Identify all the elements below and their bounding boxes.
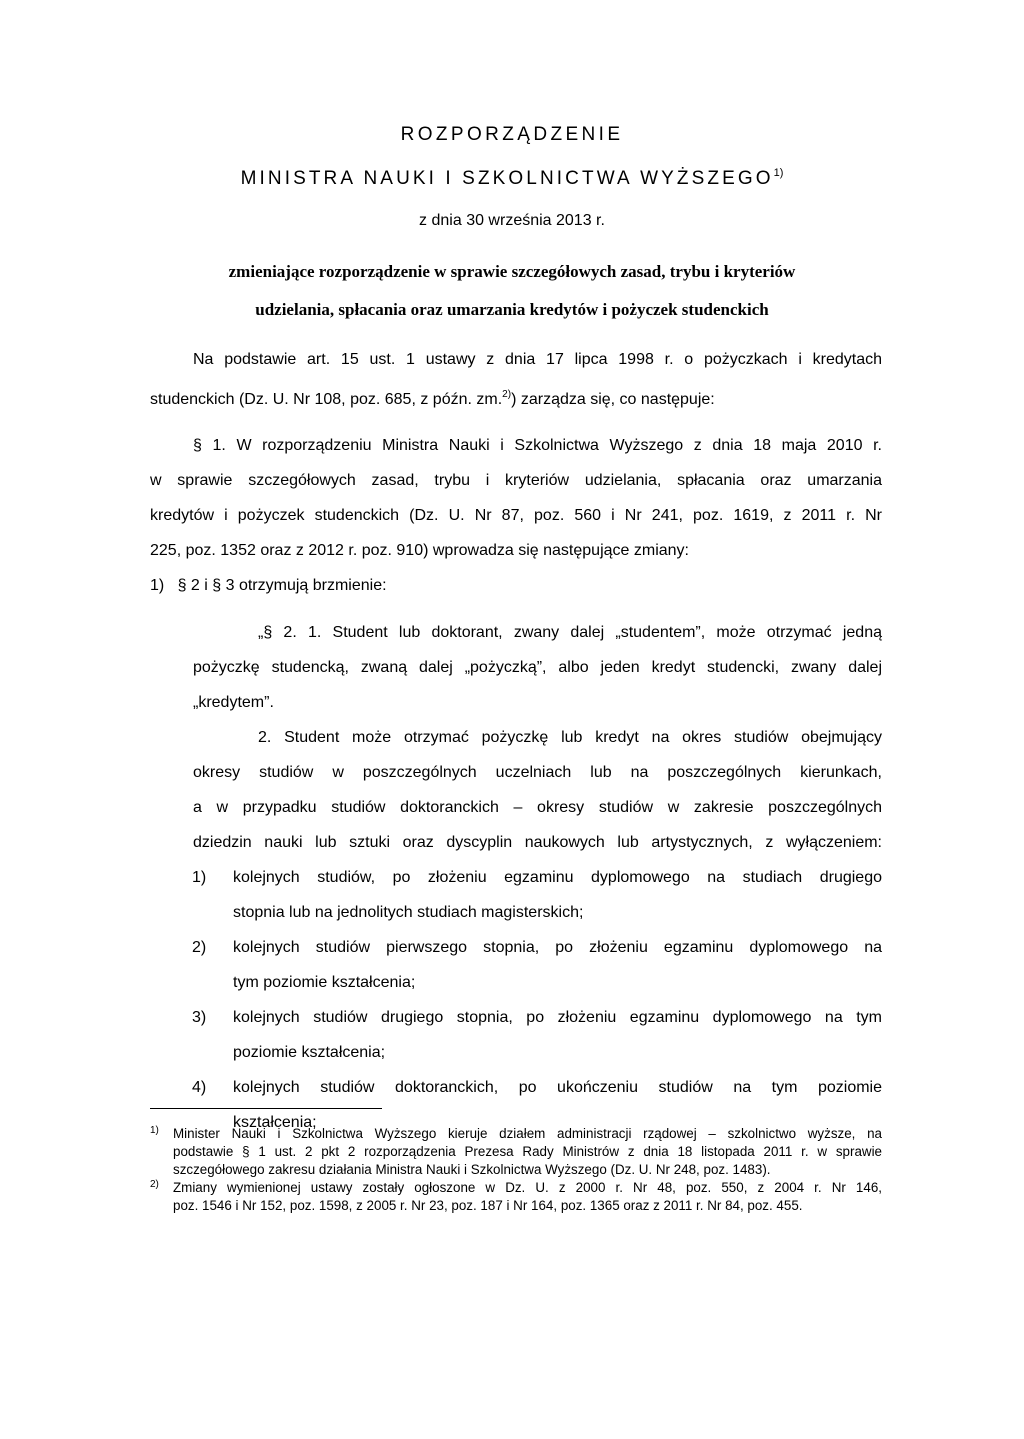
footnote-divider [150,1108,382,1109]
item-number: 3) [192,1009,207,1026]
document-title: ROZPORZĄDZENIE [400,124,624,145]
footnote-line: szczegółowego zakresu działania Ministra Nauki i Szkolnictwa Wyższego (Dz. U. Nr 248, poz. 1483). [173,1162,771,1177]
paragraph-line: a w przypadku studiów doktoranckich – okresy studiów w zakresie poszczególnych [193,799,882,816]
item-text: kolejnych studiów, po złożeniu egzaminu dyplomowego na studiach drugiego [233,869,882,886]
footnote-mark: 1) [150,1125,159,1136]
item-text: kształcenia; [233,1114,317,1131]
paragraph-line: „kredytem”. [193,694,274,711]
footnote [150,1125,882,1179]
item-number: 1) [192,869,207,886]
item-text: kolejnych studiów pierwszego stopnia, po złożeniu egzaminu dyplomowego na [233,939,882,956]
amendment-point: 1) § 2 i § 3 otrzymują brzmienie: [150,577,387,594]
exclusion-item [150,860,882,930]
section-line: w sprawie szczegółowych zasad, trybu i kryteriów udzielania, spłacania oraz umarzania [150,472,882,489]
preamble-text: studenckich (Dz. U. Nr 108, poz. 685, z późn. zm. [150,391,503,408]
document-body [150,342,882,1140]
issuing-authority-text: MINISTRA NAUKI I SZKOLNICTWA WYŻSZEGO [240,168,774,189]
item-number: 2) [192,939,207,956]
footnote-ref-1: 1) [773,167,784,179]
footnote-ref-2: 2) [502,389,512,400]
item-text: tym poziomie kształcenia; [233,974,416,991]
item-text: poziomie kształcenia; [233,1044,386,1061]
item-text: kolejnych studiów doktoranckich, po ukończeniu studiów na tym poziomie [233,1079,882,1096]
paragraph-line: dziedzin nauki lub sztuki oraz dyscyplin naukowych lub artystycznych, z wyłączeniem: [193,834,882,851]
section-line: 225, poz. 1352 oraz z 2012 r. poz. 910) wprowadza się następujące zmiany: [150,542,689,559]
subtitle-line: udzielania, spłacania oraz umarzania kredytów i pożyczek studenckich [255,300,769,319]
item-text: stopnia lub na jednolitych studiach magisterskich; [233,904,584,921]
section-line: § 1. W rozporządzeniu Ministra Nauki i Szkolnictwa Wyższego z dnia 18 maja 2010 r. [193,437,882,454]
paragraph-line: okresy studiów w poszczególnych uczelniach lub na poszczególnych kierunkach, [193,764,882,781]
paragraph-line: „§ 2. 1. Student lub doktorant, zwany dalej „studentem”, może otrzymać jedną [258,624,882,641]
footnote [150,1179,882,1215]
preamble-line: Na podstawie art. 15 ust. 1 ustawy z dnia 17 lipca 1998 r. o pożyczkach i kredytach [193,351,882,368]
preamble-text: ) zarządza się, co następuje: [511,391,715,408]
paragraph-line: 2. Student może otrzymać pożyczkę lub kredyt na okres studiów obejmujący [258,729,882,746]
issuing-authority [0,167,1024,190]
exclusion-item [150,1000,882,1070]
footnote-line: Zmiany wymienionej ustawy zostały ogłoszone w Dz. U. z 2000 r. Nr 48, poz. 550, z 2004 r. Nr 146, [173,1180,882,1195]
section-line: kredytów i pożyczek studenckich (Dz. U. Nr 87, poz. 560 i Nr 241, poz. 1619, z 2011 r. Nr [150,507,882,524]
paragraph-line: pożyczkę studencką, zwaną dalej „pożyczką”, albo jeden kredyt studencki, zwany dalej [193,659,882,676]
item-number: 4) [192,1079,207,1096]
footnote-line: podstawie § 1 ust. 2 pkt 2 rozporządzenia Prezesa Rady Ministrów z dnia 18 listopada 2011 r. w sprawie [173,1144,882,1159]
item-text: kolejnych studiów drugiego stopnia, po złożeniu egzaminu dyplomowego na tym [233,1009,882,1026]
document-subtitle [0,253,1024,329]
footnote-line: Minister Nauki i Szkolnictwa Wyższego kieruje działem administracji rządowej – szkolnictwo wyższe, na [173,1126,882,1141]
footnotes [150,1125,882,1215]
footnote-line: poz. 1546 i Nr 152, poz. 1598, z 2005 r. Nr 23, poz. 187 i Nr 164, poz. 1365 oraz z 2011 r. Nr 84, poz. 455. [173,1198,803,1213]
preamble-line [150,377,882,412]
subtitle-line: zmieniające rozporządzenie w sprawie szczegółowych zasad, trybu i kryteriów [228,262,796,281]
document-date: z dnia 30 września 2013 r. [419,212,605,229]
exclusion-item [150,930,882,1000]
footnote-mark: 2) [150,1179,159,1190]
